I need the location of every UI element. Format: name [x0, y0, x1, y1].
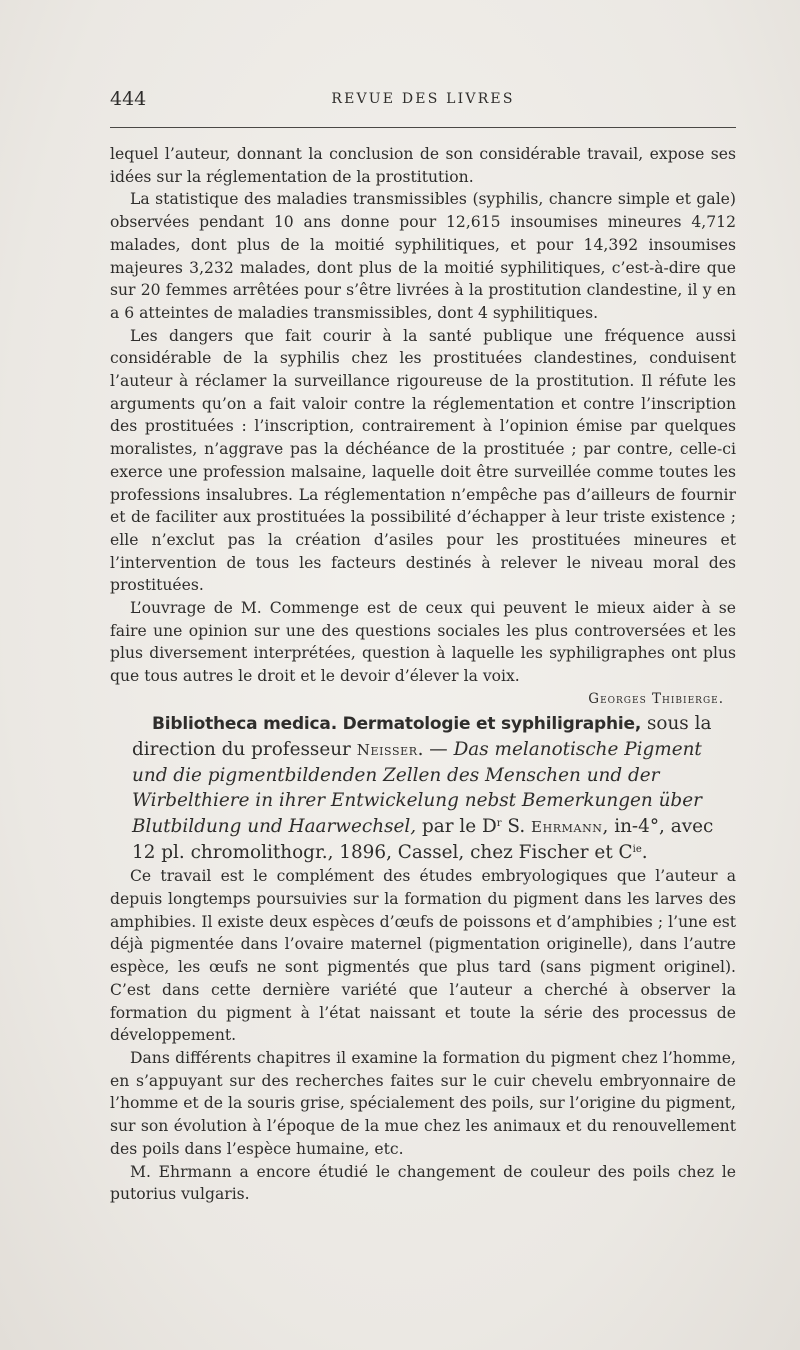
review-paragraph: L’ouvrage de M. Commenge est de ceux qui peuvent le mieux aider à se faire une opinion sur une des questions sociales les plus controversées et les plus diversement interprétées, question à laquelle les syphiligraphes ont plus que tous autres le droit et le devoir d’élever la voix.: [110, 599, 736, 686]
author-initial: S.: [507, 815, 526, 837]
direction-text: sous la direction du professeur: [132, 712, 712, 760]
review-paragraph: Ce travail est le complément des études embryologiques que l’auteur a depuis longtemps poursuivies sur la formation du pigment dans les larves des amphibies. Il existe deux espèces d’œufs de poissons et d’amphibies ; l’une est déjà pigmentée dans l’ovaire maternel (pigmentation originelle), dans l’autre espèce, les œufs ne sont pigmentés que plus tard (sans pigment originel). C’est dans cette dernière variété que l’auteur a cherché à observer la formation du pigment à l’état naissant et toute la série des processus de développement.: [110, 867, 736, 1045]
review-paragraph: Dans différents chapitres il examine la formation du pigment chez l’homme, en s’appuyant sur des recherches faites sur le cuir chevelu embryonnaire de l’homme et de la souris grise, spécialement des poils, sur l’origine du pigment, sur son évolution à l’époque de la mue chez les animaux et du renouvellement des poils dans l’espèce humaine, etc.: [110, 1048, 736, 1158]
publication-details: , in-4°, avec 12 pl. chromolithogr., 1896, Cassel, chez Fischer et C: [132, 815, 714, 864]
by-text: par le D: [422, 815, 497, 837]
header-rule: [110, 127, 736, 128]
company-superscript: ie: [632, 844, 642, 856]
book-entry-heading: [110, 711, 736, 866]
review-paragraph: lequel l’auteur, donnant la conclusion de son considérable travail, expose ses idées sur la réglementation de la prostitution.: [110, 145, 736, 186]
author-name: Ehrmann: [531, 817, 603, 836]
doctor-superscript: r: [496, 817, 502, 829]
review-paragraph: La statistique des maladies transmissibles (syphilis, chancre simple et gale) observées pendant 10 ans donne pour 12,615 insoumises mineures 4,712 malades, dont plus de la moitié syphilitiques, et pour 14,392 insoumises majeures 3,232 malades, dont plus de la moitié syphilitiques, c’est-à-dire que sur 20 femmes arrêtées pour s’être livrées à la prostitution clandestine, il y en a 6 atteintes de maladies transmissibles, dont 4 syphilitiques.: [110, 190, 736, 322]
entry-dash: . —: [417, 738, 448, 760]
reviewer-signature: Georges Thibierge.: [588, 690, 724, 707]
review-paragraph: M. Ehrmann a encore étudié le changement de couleur des poils chez le putorius vulgaris.: [110, 1162, 736, 1204]
running-title: REVUE DES LIVRES: [331, 91, 515, 107]
director-name: Neisser: [356, 740, 418, 759]
review-paragraph: Les dangers que fait courir à la santé publique une fréquence aussi considérable de la syphilis chez les prostituées clandestines, conduisent l’auteur à réclamer la surveillance rigoureuse de la prostitution. Il réfute les arguments qu’on a fait valoir contre la réglementation et contre l’inscription des prostituées : l’inscription, contrairement à l’opinion émise par quelques moralistes, n’aggrave pas la déchéance de la prostituée ; par contre, celle-ci exerce une profession malsaine, laquelle doit être surveillée comme toutes les professions insalubres. La réglementation n’empêche pas d’ailleurs de fournir et de faciliter aux prostituées la possibilité d’échapper à leur triste existence ; elle n’exclut pas la création d’asiles pour les prostituées mineures et l’intervention de tous les facteurs destinés à relever le niveau moral des prostituées.: [110, 326, 736, 595]
work-title: Das melanotische Pigment und die pigmentbildenden Zellen des Menschen und der Wirbelthiere in ihrer Entwickelung nebst Bemerkungen über Blutbildung und Haarwechsel,: [132, 738, 702, 837]
collection-title: Bibliotheca medica. Dermatologie et syphiligraphie,: [152, 713, 642, 734]
page-number: 444: [110, 88, 147, 110]
page-header: [110, 88, 736, 112]
entry-end: .: [641, 842, 648, 864]
page-body: [110, 143, 736, 1206]
